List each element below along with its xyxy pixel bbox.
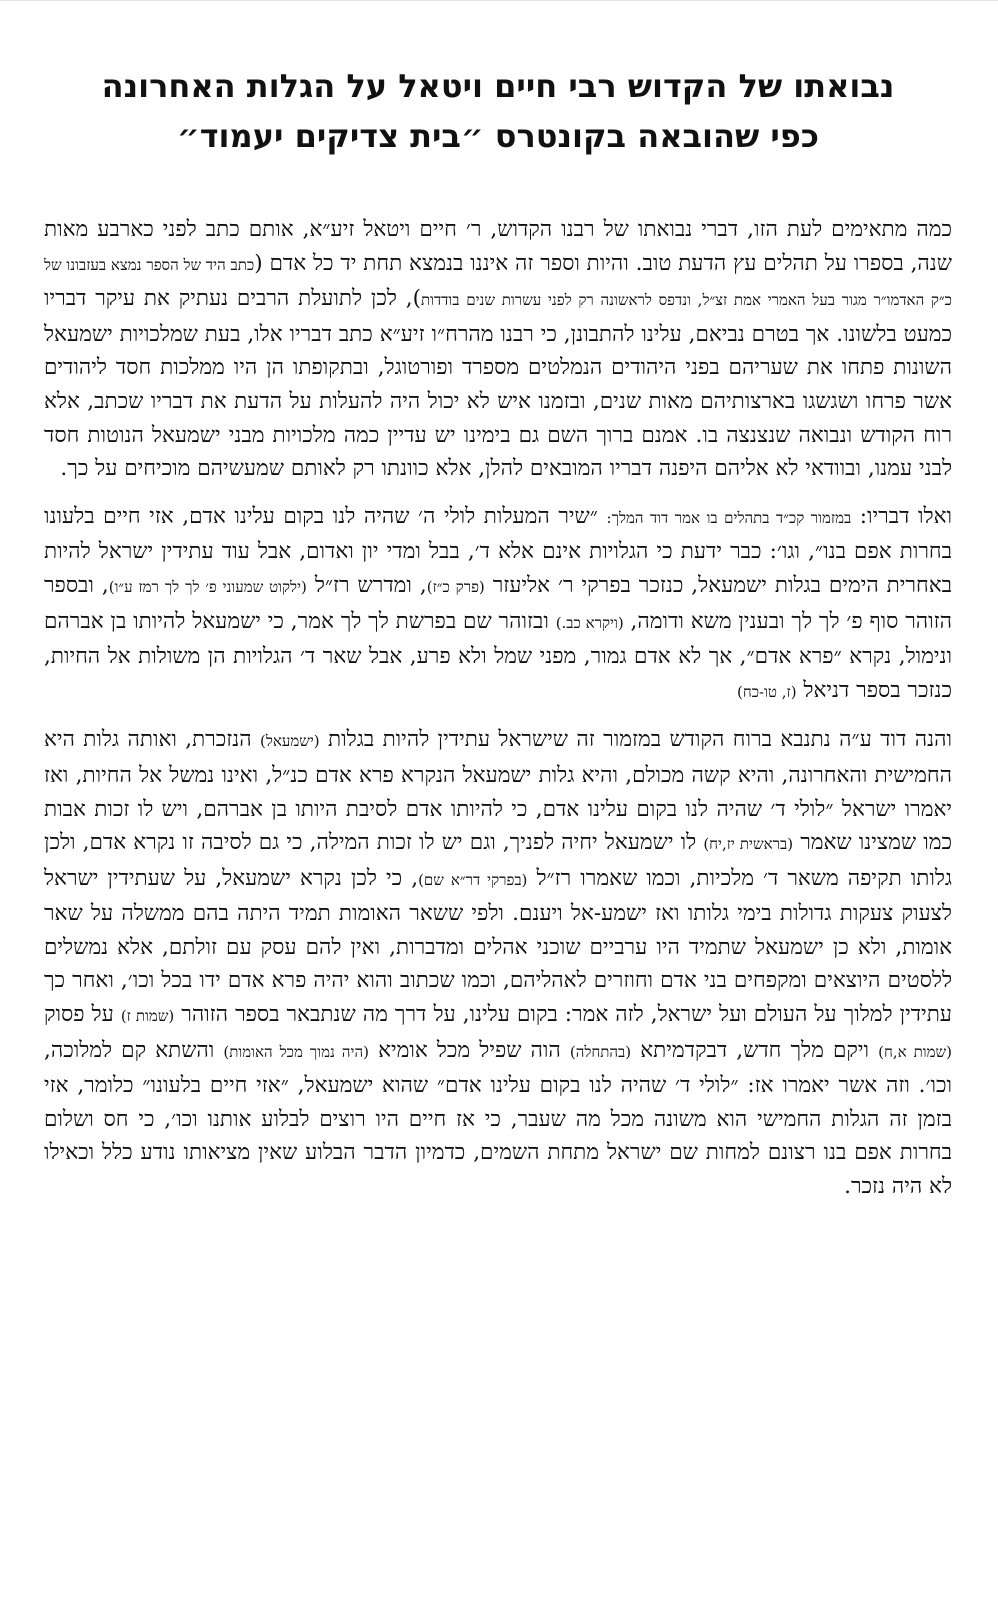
source-reference: (בהתחלה): [569, 1042, 632, 1061]
paragraph-text: על פסוק: [44, 1002, 121, 1028]
paragraph-text: הוה שפיל מכל אומיא: [368, 1037, 570, 1063]
title-line-1: נבואתו של הקדוש רבי חיים ויטאל על הגלות האחרונה: [101, 67, 895, 105]
psalm-reference: במזמור קכ״ד בתהלים בו אמר דוד המלך:: [606, 508, 852, 527]
paragraph-text: ויקם מלך חדש, דבקדמיתא: [631, 1037, 879, 1063]
source-reference: (שמות ז): [120, 1007, 175, 1026]
source-reference: (ז, טו-כח): [736, 682, 797, 701]
paragraph-text: ובזוהר שם בפרשת לך לך אמר, כי ישמעאל להיותו בן אברהם ונימול, נקרא ״פרא אדם״, אך לא אדם גמור, מפני שמל ולא פרע, אבל שאר ד׳ הגלויות הן משולות אל החיות, כנזכר בספר דניאל: [44, 608, 952, 703]
paragraph-text: הנזכרת, ואותה גלות היא החמישית והאחרונה, והיא קשה מכולם, והיא גלות ישמעאל הנקרא פרא אדם כנ״ל, ואינו נמשל אל החיות, ואז יאמרו ישראל ״לולי ד׳ שהיה לנו בקום עלינו אדם, כי להיותו אדם לסיבת היותו בן אברהם, ויש לו זכות אבות כמו שמצינו שאמר: [44, 727, 952, 856]
source-reference: (בפרקי דר״א שם): [418, 870, 528, 889]
manuscript-note: כתב היד של הספר נמצא בעזבונו של כ״ק האדמו״ר מגור בעל האמרי אמת זצ״ל, ונדפס לראשונה רק לפני עשרות שנים בודדות: [44, 255, 952, 310]
paragraph-intro: [44, 213, 952, 486]
source-reference: (ויקרא כב.): [555, 613, 624, 632]
source-reference: (היה נמוך מכל האומות): [223, 1042, 369, 1061]
paragraph-text: , ומדרש רז״ל: [306, 572, 427, 598]
paragraph-prophecy: [44, 723, 952, 1203]
paragraph-text: , ובספר הזוהר סוף פ׳ לך לך ובענין משא ודומה,: [44, 572, 952, 634]
paragraph-text: ואלו דבריו:: [851, 503, 952, 529]
page-title: [44, 61, 952, 161]
title-line-2: כפי שהובאה בקונטרס ״בית צדיקים יעמוד״: [177, 117, 819, 155]
paragraph-text: והשתא קם למלוכה, וכו׳. וזה אשר יאמרו אז: ״לולי ד׳ שהיה לנו בקום עלינו אדם״ שהוא ישמעאל, ״אזי חיים בלעונו״ כלומר, אזי בזמן זה הגלות החמישי הוא משונה מכל מה שעבר, כי אז חיים היו רוצים לבלוע אותנו וכו׳, כי חס ושלום בחרות אפם בנו רצונם למחות שם ישראל מתחת השמים, כדמיון הדבר הבלוע שאין מציאותו נודע כלל וכאילו לא היה נזכר.: [44, 1037, 952, 1200]
paragraph-text: כמה מתאימים לעת הזו, דברי נבואתו של רבנו הקדוש, ר׳ חיים ויטאל זיע״א, אותם כתב לפני כארבע מאות שנה, בספרו על תהלים עץ הדעת טוב. והיות וספר זה איננו בנמצא תחת יד כל אדם (: [44, 217, 952, 276]
paragraph-text: לו ישמעאל יחיה לפניך, וגם יש לו זכות המילה, כי גם לסיבה זו נקרא אדם, ולכן גלותו תקיפה משאר ד׳ מלכיות, וכמו שאמרו רז״ל: [44, 830, 953, 891]
source-reference: (בראשית יז,יח): [703, 835, 794, 854]
source-reference: (ילקוט שמעוני פ׳ לך לך רמז ע״ו): [108, 577, 307, 596]
source-reference: (פרק כ״ז): [426, 577, 485, 596]
paragraph-text: , כי לכן נקרא ישמעאל, על שעתידין ישראל לצעוק צעקות גדולות בימי גלותו ואז ישמע-אל ויענם. ולפי ששאר האומות תמיד היתה בהם ממשלה על שאר אומות, ולא כן ישמעאל שתמיד היו ערביים שוכני אהלים ומדברות, ואין להם עסק עם זולתם, אלא נמשלים ללסטים היוצאים ומקפחים בני אדם וחוזרים לאהליהם, וכמו שכתוב והוא יהיה פרא אדם ידו בכל וכו׳, ואחר כך עתידין למלוך על העולם ועל ישראל, לזה אמר: בקום עלינו, על דרך מה שנתבאר בספר הזוהר: [44, 865, 952, 1028]
source-reference: (ישמעאל): [260, 732, 320, 751]
source-reference: (שמות א,ח): [878, 1042, 952, 1061]
paragraph-text: והנה דוד ע״ה נתנבא ברוח הקודש במזמור זה שישראל עתידין להיות בגלות: [319, 727, 952, 753]
paragraph-quote: [44, 500, 952, 710]
paragraph-text: ״שיר המעלות לולי ה׳ שהיה לנו בקום עלינו אדם, אזי חיים בלעונו בחרות אפם בנו״, וגו׳: כבר ידעת כי הגלויות אינם אלא ד׳, בבל ומדי יון ואדום, אבל עוד עתידין ישראל להיות באחרית הימים בגלות ישמעאל, כנזכר בפרקי ר׳ אליעזר: [44, 503, 952, 598]
paragraph-text: ), לכן לתועלת הרבים נעתיק את עיקר דבריו כמעט בלשונו. אך בטרם נביאם, עלינו להתבונן, כי רבנו מהרח״ו זיע״א כתב דבריו אלו, בעת שמלכויות ישמעאל השונות פתחו את שעריהם בפני היהודים הנמלטים מספרד ופורטוגל, ובתקופתו הן היו ממלכות חסד ליהודים אשר פרחו ושגשגו בארצותיהם מאות שנים, ובזמנו איש לא יכול היה להעלות על הדעת את דבריו שכתב, אלא רוח הקודש ונבואה שנצנצה בו. אמנם ברוך השם גם בימינו יש עדיין כמה מלכויות מבני ישמעאל הנוטות חסד לבני עמנו, ובוודאי לא אליהם היפנה דבריו המובאים להלן, אלא כוונתו רק לאותם שמעשיהם מוכיחים על כך.: [44, 286, 952, 482]
